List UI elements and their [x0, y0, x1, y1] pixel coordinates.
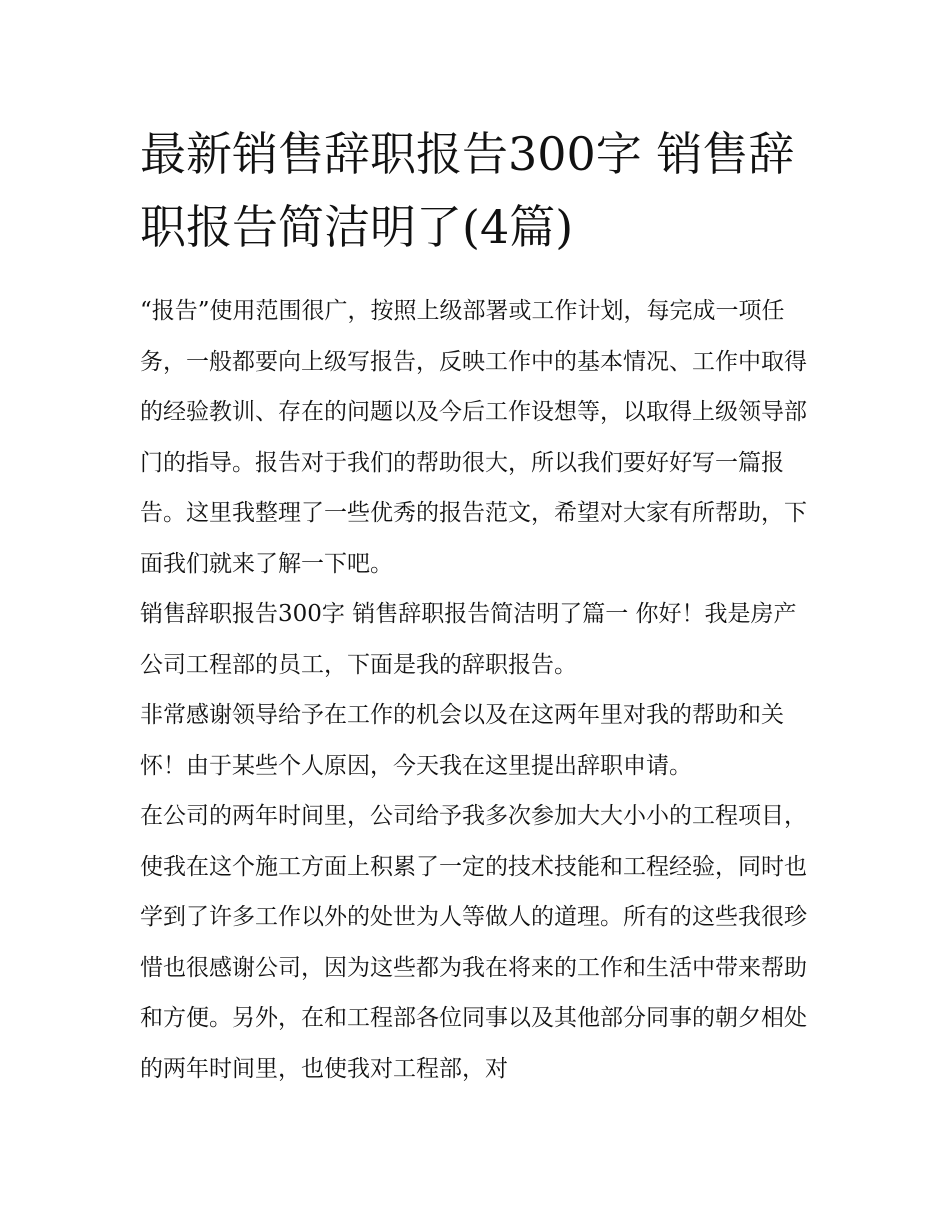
document-title: 最新销售辞职报告300字 销售辞职报告简洁明了(4篇) — [140, 127, 795, 254]
paragraph-experience: 在公司的两年时间里，公司给予我多次参加大大小小的工程项目，使我在这个施工方面上积累了一定的技术技能和工程经验，同时也学到了许多工作以外的处世为人等做人的道理。所有的这些我很珍惜也很感谢公司，因为这些都为我在将来的工作和生活中带来帮助和方便。另外，在和工程部各位同事以及其他部分同事的朝夕相处的两年时间里，也使我对工程部，对 — [140, 803, 807, 1082]
paragraph-greeting: 销售辞职报告300字 销售辞职报告简洁明了篇一 你好！我是房产公司工程部的员工，下面是我的辞职报告。 — [140, 601, 797, 678]
paragraph-thanks: 非常感谢领导给予在工作的机会以及在这两年里对我的帮助和关怀！由于某些个人原因，今天我在这里提出辞职申请。 — [140, 702, 784, 779]
paragraph-intro: “报告”使用范围很广，按照上级部署或工作计划，每完成一项任务，一般都要向上级写报告，反映工作中的基本情况、工作中取得的经验教训、存在的问题以及今后工作设想等，以取得上级领导部门的指导。报告对于我们的帮助很大，所以我们要好好写一篇报告。这里我整理了一些优秀的报告范文，希望对大家有所帮助，下面我们就来了解一下吧。 — [140, 298, 807, 577]
document-body — [140, 118, 812, 1094]
